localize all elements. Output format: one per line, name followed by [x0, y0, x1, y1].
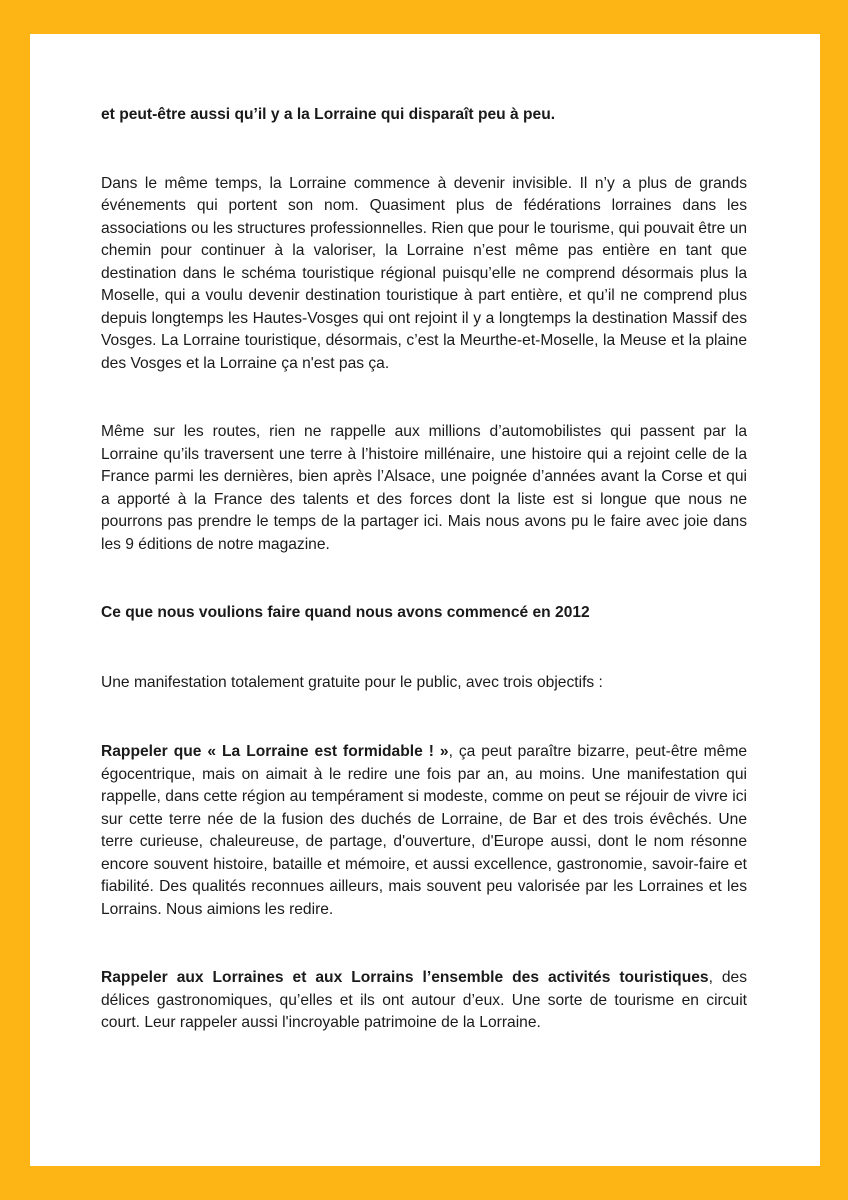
section-heading: Ce que nous voulions faire quand nous avons commencé en 2012 — [101, 604, 590, 621]
intro-line: et peut-être aussi qu’il y a la Lorraine qui disparaît peu à peu. — [101, 106, 556, 123]
paragraph-touristic — [101, 967, 747, 1035]
touristic-lead: Rappeler aux Lorraines et aux Lorrains l’ensemble des activités touristiques — [101, 969, 709, 986]
formidable-body: , ça peut paraître bizarre, peut-être même égocentrique, mais on aimait à le redire une fois par an, au moins. Une manifestation qui rappelle, dans cette région au tempérament si modeste, comme on peut se réjouir de vivre ici sur cette terre née de la fusion des duchés de Lorraine, de Bar et des trois évêchés. Une terre curieuse, chaleureuse, de partage, d'ouverture, d'Europe aussi, dont le nom résonne encore souvent histoire, bataille et mémoire, et aussi excellence, gastronomie, savoir-faire et fiabilité. Des qualités reconnues ailleurs, mais souvent peu valorisée par les Lorraines et les Lorrains. Nous aimions les redire. — [101, 743, 747, 918]
paragraph-formidable — [101, 741, 747, 921]
formidable-lead: Rappeler que « La Lorraine est formidable ! » — [101, 743, 449, 760]
paragraph-invisible-lorraine: Dans le même temps, la Lorraine commence à devenir invisible. Il n’y a plus de grands événements qui portent son nom. Quasiment plus de fédérations lorraines dans les associations ou les structures professionnelles. Rien que pour le tourisme, qui pouvait être un chemin pour continuer à la valoriser, la Lorraine n’est même pas entière en tant que destination dans le schéma touristique régional puisqu’elle ne comprend désormais plus la Moselle, qui a voulu devenir destination touristique à part entière, et qu’il ne comprend plus depuis longtemps les Hautes-Vosges qui ont rejoint il y a longtemps la destination Massif des Vosges. La Lorraine touristique, désormais, c’est la Meurthe-et-Moselle, la Meuse et la plaine des Vosges et la Lorraine ça n'est pas ça. — [101, 174, 747, 372]
document-page — [30, 34, 820, 1166]
paragraph-manifestation: Une manifestation totalement gratuite pour le public, avec trois objectifs : — [101, 673, 603, 691]
touristic-body: , des délices gastronomiques, qu’elles et ils ont autour d’eux. Une sorte de tourisme en circuit court. Leur rappeler aussi l'incroyable patrimoine de la Lorraine. — [101, 969, 747, 1031]
paragraph-roads: Même sur les routes, rien ne rappelle aux millions d’automobilistes qui passent par la Lorraine qu’ils traversent une terre à l’histoire millénaire, une histoire qui a rejoint celle de la France parmi les dernières, bien après l’Alsace, une poignée d’années avant la Corse et qui a apporté à la France des talents et des forces dont la liste est si longue que nous ne pourrons pas prendre le temps de la partager ici. Mais nous avons pu le faire avec joie dans les 9 éditions de notre magazine. — [101, 423, 747, 553]
document-body — [101, 104, 747, 1035]
